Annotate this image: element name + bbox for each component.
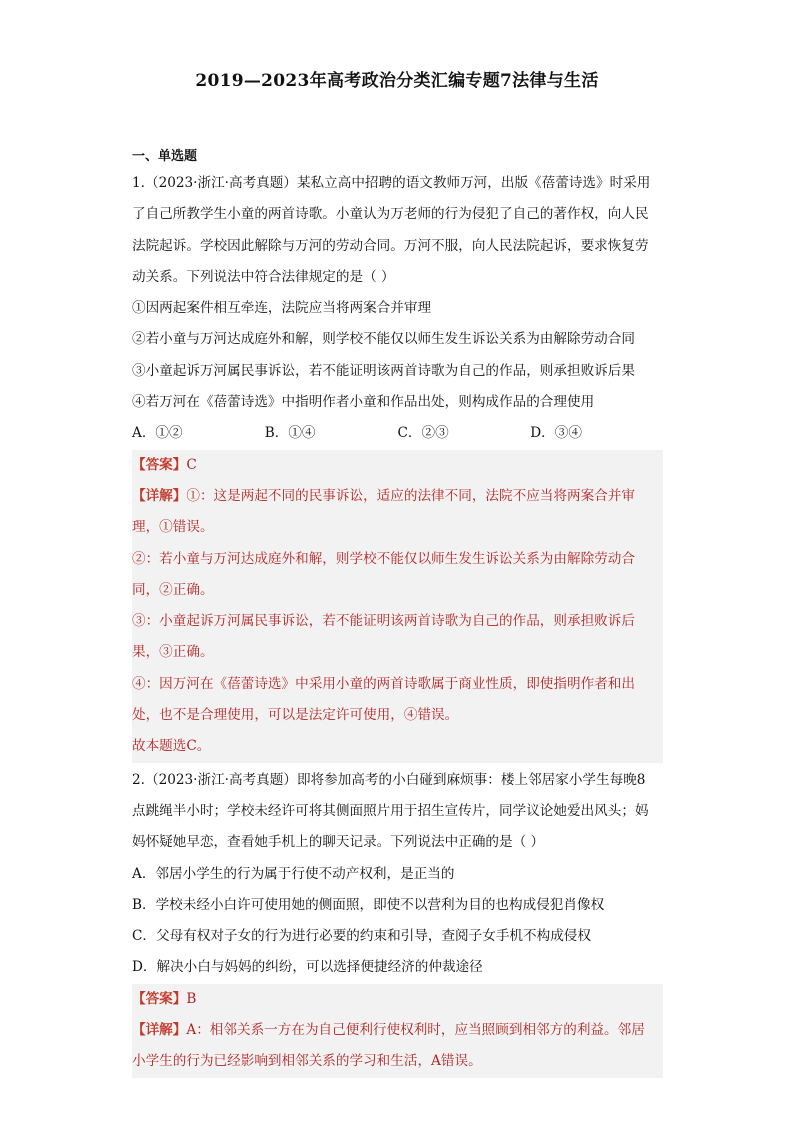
question-2-line-2: 点跳绳半小时；学校未经许可将其侧面照片用于招生宣传片，同学议论她爱出风头；妈	[132, 802, 649, 819]
answer-value: C	[186, 456, 197, 473]
detail-text: ①：这是两起不同的民事诉讼，适应的法律不同，法院不应当将两案合并审	[186, 487, 635, 504]
question-2-answer-block	[132, 984, 663, 1078]
question-2-line-3: 妈怀疑她早恋，查看她手机上的聊天记录。下列说法中正确的是（ ）	[132, 834, 545, 851]
detail-label: 【详解】	[132, 1022, 187, 1039]
question-1-line-1: 1.（2023·浙江·高考真题）某私立高中招聘的语文教师万河，出版《蓓蕾诗选》时采用	[132, 175, 651, 191]
statement-4: ④若万河在《蓓蕾诗选》中指明作者小童和作品出处，则构成作品的合理使用	[132, 394, 595, 411]
section-title: 一、单选题	[132, 149, 198, 164]
detail-text: A：相邻关系一方在为自己便利行使权利时，应当照顾到相邻方的利益。邻居	[186, 1022, 645, 1039]
detail-line-7: ④：因万河在《蓓蕾诗选》中采用小童的两首诗歌属于商业性质，即使指明作者和出	[132, 675, 635, 692]
option-c: C．②③	[397, 425, 449, 442]
detail-line-8: 处，也不是合理使用，可以是法定许可使用，④错误。	[132, 707, 459, 724]
option-a: A．①②	[132, 425, 183, 442]
question-2-line-1: 2.（2023·浙江·高考真题）即将参加高考的小白碰到麻烦事：楼上邻居家小学生每晚8	[132, 771, 646, 788]
detail-line-1	[132, 481, 663, 512]
document-title: 2019—2023年高考政治分类汇编专题7法律与生活	[195, 71, 599, 91]
answer-line	[132, 450, 663, 481]
detail-line-5: ③：小童起诉万河属民事诉讼，若不能证明该两首诗歌为自己的作品，则承担败诉后	[132, 613, 635, 630]
detail-line-3: ②：若小童与万河达成庭外和解，则学校不能仅以师生发生诉讼关系为由解除劳动合	[132, 550, 635, 567]
document-content	[132, 146, 663, 1078]
option-d: D．解决小白与妈妈的纠纷，可以选择便捷经济的仲裁途径	[132, 959, 483, 976]
question-1	[132, 168, 663, 763]
question-1-options	[132, 418, 663, 449]
detail-line-6: 果，③正确。	[132, 644, 214, 661]
statement-1: ①因两起案件相互牵连，法院应当将两案合并审理	[132, 300, 432, 317]
question-1-line-4: 动关系。下列说法中符合法律规定的是（ ）	[132, 268, 395, 285]
detail-line-2: 小学生的行为已经影响到相邻关系的学习和生活，A错误。	[132, 1053, 482, 1070]
answer-value: B	[186, 990, 197, 1007]
answer-label: 【答案】	[132, 990, 187, 1007]
conclusion: 故本题选C。	[132, 738, 211, 755]
question-1-answer-block	[132, 450, 663, 763]
question-1-line-2: 了自己所教学生小童的两首诗歌。小童认为万老师的行为侵犯了自己的著作权，向人民	[132, 206, 649, 223]
option-c: C．父母有权对子女的行为进行必要的约束和引导，查阅子女手机不构成侵权	[132, 928, 591, 945]
option-b: B．学校未经小白许可使用她的侧面照，即使不以营利为目的也构成侵犯肖像权	[132, 896, 605, 913]
detail-line-4: 同，②正确。	[132, 581, 214, 598]
answer-label: 【答案】	[132, 456, 187, 473]
statement-3: ③小童起诉万河属民事诉讼，若不能证明该两首诗歌为自己的作品，则承担败诉后果	[132, 362, 635, 379]
detail-line-1	[132, 1015, 663, 1046]
detail-label: 【详解】	[132, 487, 187, 504]
question-1-line-3: 法院起诉。学校因此解除与万河的劳动合同。万河不服，向人民法院起诉，要求恢复劳	[132, 237, 649, 254]
option-d: D．③④	[530, 425, 582, 442]
detail-line-2: 理，①错误。	[132, 519, 214, 536]
statement-2: ②若小童与万河达成庭外和解，则学校不能仅以师生发生诉讼关系为由解除劳动合同	[132, 331, 635, 348]
option-a: A．邻居小学生的行为属于行使不动产权利，是正当的	[132, 865, 455, 882]
option-b: B．①④	[264, 425, 316, 442]
question-2	[132, 765, 663, 1078]
answer-line	[132, 984, 663, 1015]
